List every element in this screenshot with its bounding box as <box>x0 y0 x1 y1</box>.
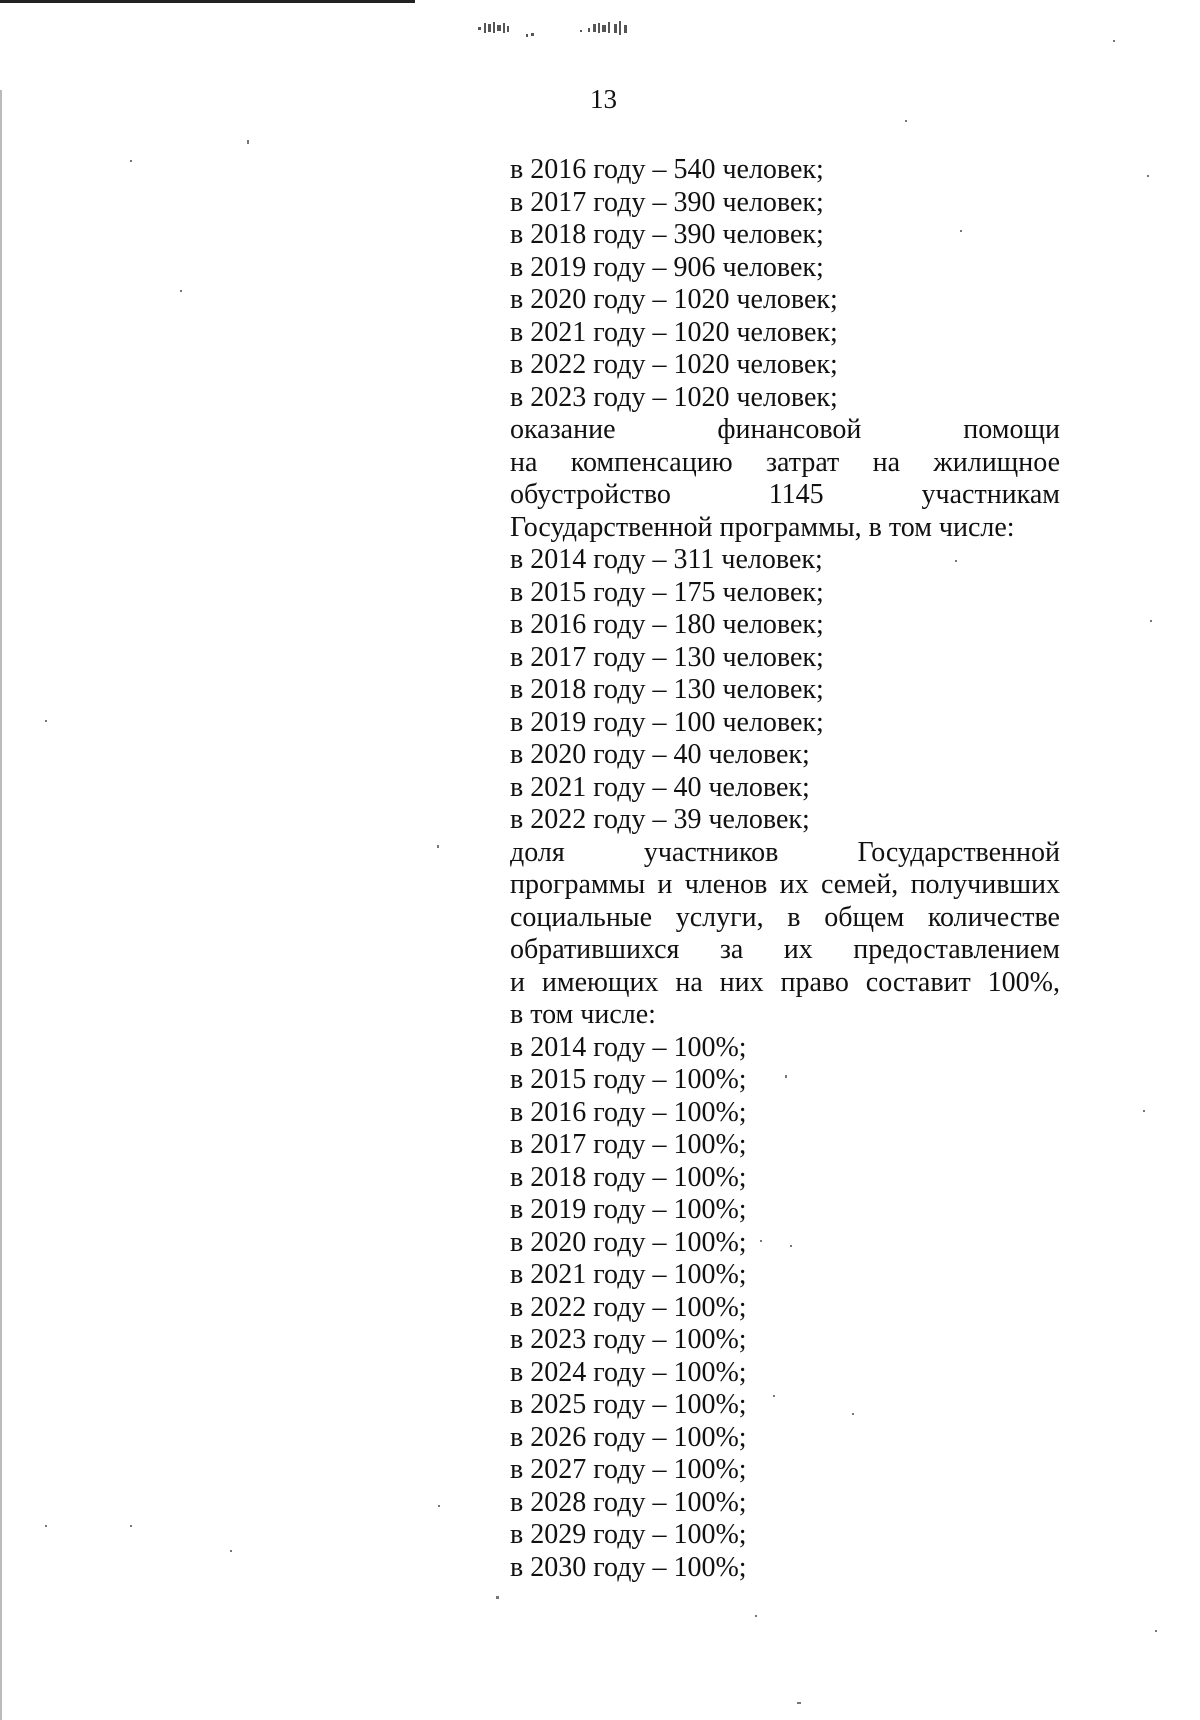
text-line: в 2014 году – 311 человек; <box>510 544 823 575</box>
text-line: в 2020 году – 40 человек; <box>510 739 810 770</box>
text-line: программы и членов их семей, получивших <box>510 869 1060 900</box>
text-line: в 2020 году – 1020 человек; <box>510 284 838 315</box>
text-line: в 2016 году – 540 человек; <box>510 154 824 185</box>
text-line: в 2027 году – 100%; <box>510 1454 747 1485</box>
text-line: на компенсацию затрат на жилищное <box>510 446 1060 478</box>
text-line: в 2017 году – 390 человек; <box>510 186 824 218</box>
text-line: в 2017 году – 100%; <box>510 1129 747 1160</box>
text-line: в 2019 году – 906 человек; <box>510 251 824 283</box>
text-line: в 2026 году – 100%; <box>510 1421 747 1453</box>
page-number: 13 <box>590 84 617 114</box>
text-line: в 2022 году – 100%; <box>510 1291 747 1323</box>
text-line: в 2019 году – 100 человек; <box>510 706 824 738</box>
text-line: обустройство 1145 участникам <box>510 479 1060 510</box>
text-line: в 2021 году – 1020 человек; <box>510 316 838 348</box>
text-line: в 2014 году – 100%; <box>510 1031 747 1063</box>
text-line: доля участников Государственной <box>510 836 1060 868</box>
text-line: в 2018 году – 100%; <box>510 1161 747 1193</box>
text-line: в 2023 году – 1020 человек; <box>510 381 838 413</box>
text-line: в 2025 году – 100%; <box>510 1389 747 1420</box>
text-line: в 2022 году – 39 человек; <box>510 804 810 835</box>
text-line: в 2015 году – 100%; <box>510 1064 747 1095</box>
text-line: в 2016 году – 180 человек; <box>510 609 824 640</box>
text-line: в 2015 году – 175 человек; <box>510 576 824 608</box>
text-line: в 2021 году – 100%; <box>510 1259 747 1290</box>
text-line: в том числе: <box>510 999 656 1030</box>
text-line: в 2016 году – 100%; <box>510 1096 747 1128</box>
text-line: в 2019 году – 100%; <box>510 1194 747 1225</box>
text-line: в 2023 году – 100%; <box>510 1324 747 1355</box>
text-line: в 2030 году – 100%; <box>510 1551 747 1583</box>
text-line: в 2018 году – 130 человек; <box>510 674 824 705</box>
text-line: в 2017 году – 130 человек; <box>510 641 824 673</box>
text-line: в 2022 году – 1020 человек; <box>510 349 838 380</box>
text-line: обратившихся за их предоставлением <box>510 934 1060 965</box>
text-line: в 2024 году – 100%; <box>510 1356 747 1388</box>
text-line: в 2028 году – 100%; <box>510 1486 747 1518</box>
text-line: социальные услуги, в общем количестве <box>510 901 1060 933</box>
text-line: Государственной программы, в том числе: <box>510 511 1015 543</box>
text-line: в 2020 году – 100%; <box>510 1226 747 1258</box>
text-line: в 2029 году – 100%; <box>510 1519 747 1550</box>
text-line: в 2021 году – 40 человек; <box>510 771 810 803</box>
text-line: в 2018 году – 390 человек; <box>510 219 824 250</box>
text-line: и имеющих на них право составит 100%, <box>510 966 1060 998</box>
text-line: оказание финансовой помощи <box>510 414 1060 445</box>
